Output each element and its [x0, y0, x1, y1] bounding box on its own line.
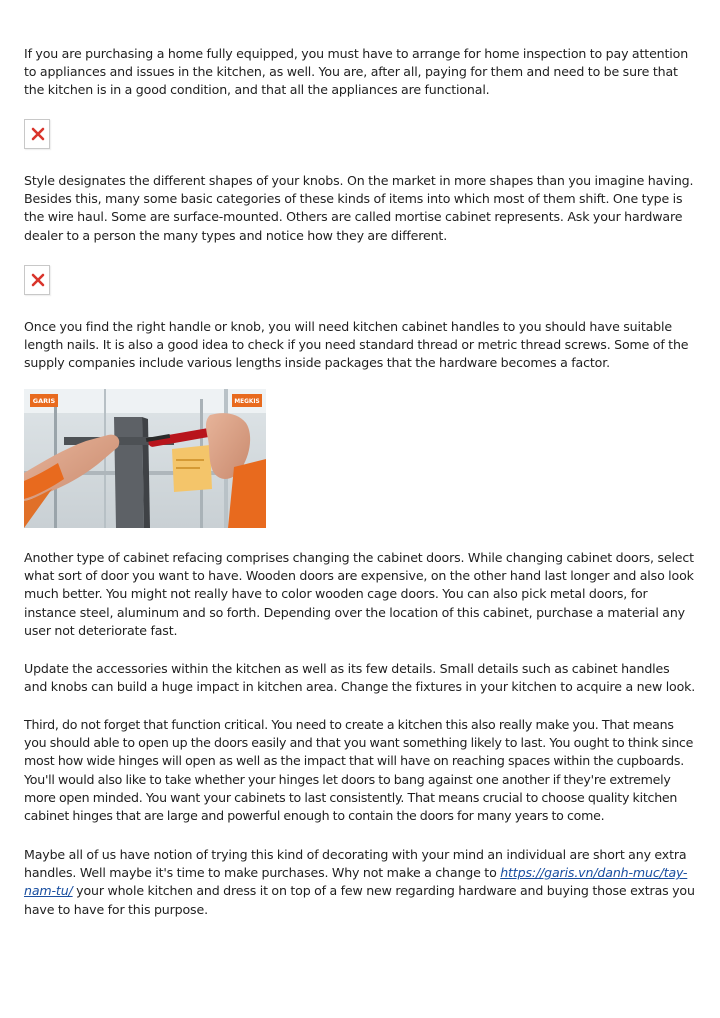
paragraph-6: Third, do not forget that function critical. You need to create a kitchen this also really make you. That means you should able to open up the doors easily and that you want something likely to last. You ought to think since most how wide hinges will open as well as the impact that will have on reaching spaces within the cupboards. You'll would also like to take whether your hinges let doors to bang against one another if they're extremely more open minded. You want your cabinets to last consistently. That means crucial to choose quality kitchen cabinet hinges that are large and powerful enough to contain the doors for many years to come. [24, 717, 694, 824]
paragraph-7 [24, 846, 696, 919]
logo-right: MEGKIS [234, 399, 260, 405]
broken-image-icon [30, 272, 46, 288]
broken-image-1 [24, 119, 50, 149]
paragraph-3: Once you find the right handle or knob, you will need kitchen cabinet handles to you should have suitable length nails. It is also a good idea to check if you need standard thread or metric thread screws. Some of the supply companies include various lengths inside packages that the hardware becomes a factor. [24, 319, 689, 371]
paragraph-7-text-after: your whole kitchen and dress it on top of a few new regarding hardware and buying those extras you have to have for this purpose. [24, 883, 695, 917]
broken-image-icon [30, 126, 46, 142]
paragraph-2: Style designates the different shapes of your knobs. On the market in more shapes than you imagine having. Besides this, many some basic categories of these kinds of items into which most of them shift. One type is the wire haul. Some are surface-mounted. Others are called mortise cabinet represents. Ask your hardware dealer to a person the many types and notice how they are different. [24, 173, 694, 243]
logo-left: GARIS [32, 397, 56, 405]
garis-link[interactable]: https://garis.vn/danh-muc/tay-nam-tu/ [24, 865, 688, 899]
paragraph-1: If you are purchasing a home fully equipped, you must have to arrange for home inspection to pay attention to appliances and issues in the kitchen, as well. You are, after all, paying for them and need to be sure that the kitchen is in a good condition, and that all the appliances are functional. [24, 46, 689, 98]
paragraph-7-text-before: Maybe all of us have notion of trying this kind of decorating with your mind an individual are short any extra handles. Well maybe it's time to make purchases. Why not make a change to [24, 847, 687, 881]
broken-image-2 [24, 265, 50, 295]
paragraph-5: Update the accessories within the kitchen as well as its few details. Small details such as cabinet handles and knobs can build a huge impact in kitchen area. Change the fixtures in your kitchen to acquire a new look. [24, 661, 696, 695]
paragraph-4: Another type of cabinet refacing comprises changing the cabinet doors. While changing cabinet doors, select what sort of door you want to have. Wooden doors are expensive, on the other hand last longer and also look much better. You might not really have to color wooden cage doors. You can also pick metal doors, for instance steel, aluminum and so forth. Depending over the location of this cabinet, purchase a material any user not deteriorate fast. [24, 550, 694, 638]
cabinet-handle-installation-photo [24, 389, 266, 528]
